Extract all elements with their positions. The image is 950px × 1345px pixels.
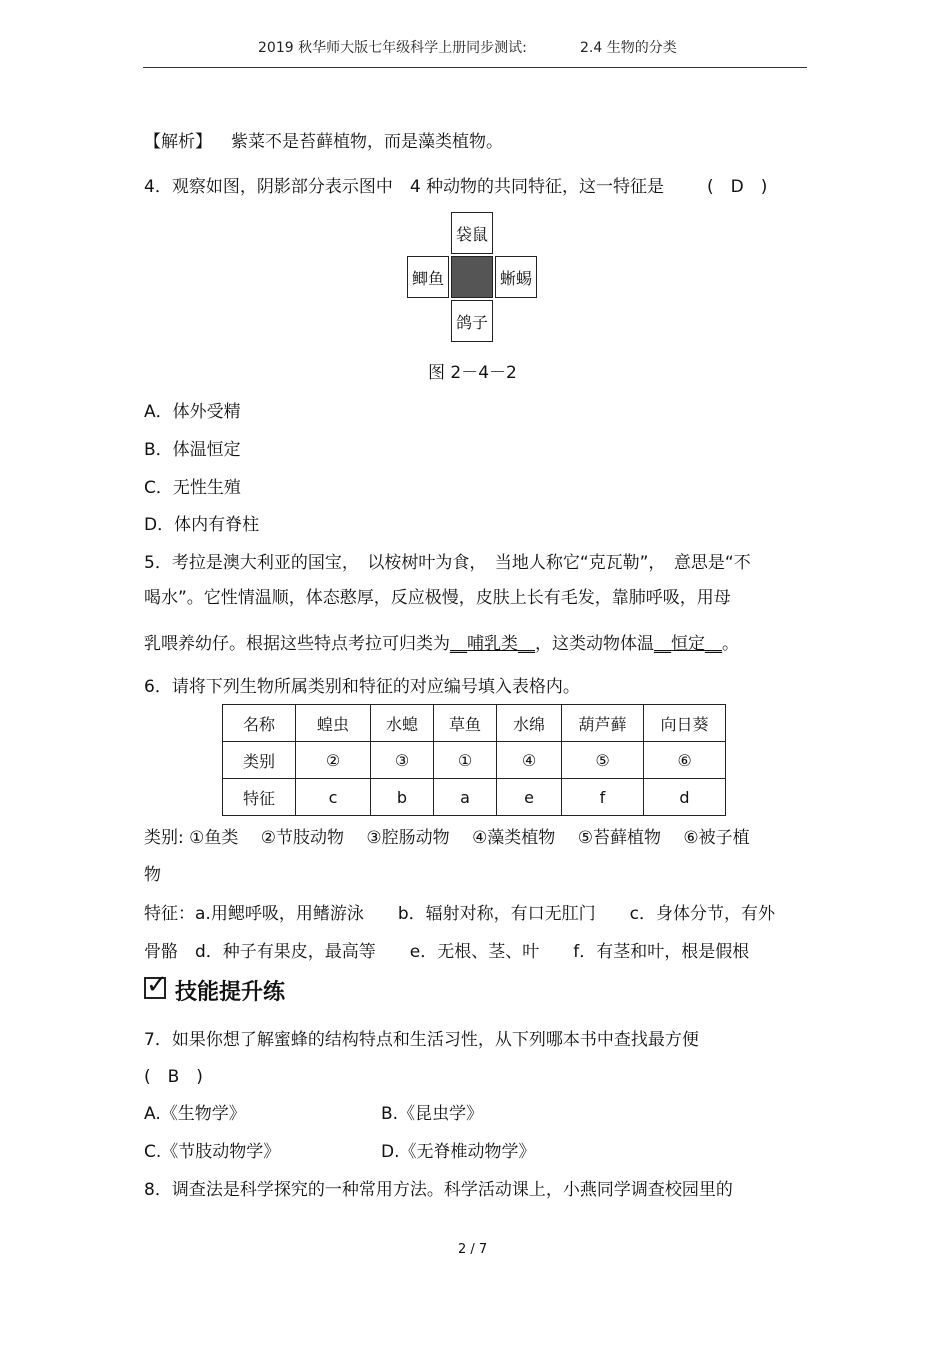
q5-line3-pre: 乳喂养幼仔。根据这些特点考拉可归类为 — [144, 634, 450, 654]
table-cell: 水螅 — [371, 705, 434, 742]
header-section: 2.4 生物的分类 — [580, 40, 677, 56]
q7-answer: ( B ) — [144, 1067, 203, 1087]
q4-option-b: B．体温恒定 — [144, 440, 241, 460]
page-number: 2 / 7 — [458, 1242, 488, 1257]
figure-shaded-center — [451, 256, 493, 298]
q7-option-c: C.《节肢动物学》 — [144, 1142, 281, 1162]
q4-option-a: A．体外受精 — [144, 402, 241, 422]
table-cell: c — [296, 779, 371, 816]
table-cell: ⑤ — [562, 742, 644, 779]
q8-stem: 8．调查法是科学探究的一种常用方法。科学活动课上，小燕同学调查校园里的 — [144, 1180, 733, 1200]
q7-option-b: B.《昆虫学》 — [381, 1104, 484, 1124]
figure-cell-right: 蜥蜴 — [495, 256, 537, 298]
analysis-text: 紫菜不是苔藓植物，而是藻类植物。 — [231, 132, 503, 152]
animal-cross-figure — [407, 212, 537, 342]
q5-line3-end: 。 — [722, 634, 739, 654]
header-title: 2019 秋华师大版七年级科学上册同步测试: — [258, 40, 527, 56]
table-cell: e — [497, 779, 562, 816]
figure-cell-bottom: 鸽子 — [451, 300, 493, 342]
classification-table — [222, 704, 726, 816]
table-cell: d — [644, 779, 726, 816]
q5-blank-class: __哺乳类__ — [450, 634, 535, 654]
q6-features-line2: 骨骼 d．种子有果皮，最高等 e．无根、茎、叶 f．有茎和叶，根是假根 — [144, 942, 750, 962]
table-cell: 草鱼 — [434, 705, 497, 742]
checkmark-icon: ✓ — [146, 970, 168, 1000]
table-cell: ① — [434, 742, 497, 779]
q5-line1: 5．考拉是澳大利亚的国宝， 以桉树叶为食， 当地人称它“克瓦勒”， 意思是“不 — [144, 553, 751, 573]
table-cell: 水绵 — [497, 705, 562, 742]
table-cell: ② — [296, 742, 371, 779]
q6-features-line1: 特征：a.用鳃呼吸，用鳍游泳 b．辐射对称，有口无肛门 c．身体分节，有外 — [144, 904, 775, 924]
header-rule — [143, 67, 807, 68]
q6-categories-line1: 类别: ①鱼类 ②节肢动物 ③腔肠动物 ④藻类植物 ⑤苔藓植物 ⑥被子植 — [144, 828, 750, 848]
table-cell: b — [371, 779, 434, 816]
table-cell: ⑥ — [644, 742, 726, 779]
table-cell: f — [562, 779, 644, 816]
table-cell: 名称 — [223, 705, 296, 742]
q7-option-d: D.《无脊椎动物学》 — [381, 1142, 536, 1162]
figure-cell-left: 鲫鱼 — [407, 256, 449, 298]
table-row — [223, 779, 726, 816]
table-cell: 类别 — [223, 742, 296, 779]
table-cell: a — [434, 779, 497, 816]
q4-answer: ( D ) — [707, 177, 768, 197]
q5-line2: 喝水”。它性情温顺，体态憨厚，反应极慢，皮肤上长有毛发，靠肺呼吸，用母 — [144, 588, 731, 608]
table-cell: 特征 — [223, 779, 296, 816]
table-cell: 向日葵 — [644, 705, 726, 742]
q7-option-a: A.《生物学》 — [144, 1104, 246, 1124]
q6-stem: 6．请将下列生物所属类别和特征的对应编号填入表格内。 — [144, 677, 580, 697]
analysis-label: 【解析】 — [144, 132, 212, 152]
q4-stem: 4．观察如图，阴影部分表示图中 4 种动物的共同特征，这一特征是 — [144, 177, 665, 197]
section-heading: 技能提升练 — [175, 980, 286, 1005]
q5-line3-mid: ，这类动物体温 — [535, 634, 654, 654]
q4-option-d: D．体内有脊柱 — [144, 515, 260, 535]
table-row-header — [223, 705, 726, 742]
table-cell: 葫芦藓 — [562, 705, 644, 742]
q4-option-c: C．无性生殖 — [144, 478, 241, 498]
q7-stem: 7．如果你想了解蜜蜂的结构特点和生活习性，从下列哪本书中查找最方便 — [144, 1030, 699, 1050]
table-cell: ④ — [497, 742, 562, 779]
figure-cell-top: 袋鼠 — [451, 212, 493, 254]
q5-blank-temp: __恒定__ — [654, 634, 722, 654]
table-cell: ③ — [371, 742, 434, 779]
table-cell: 蝗虫 — [296, 705, 371, 742]
table-row — [223, 742, 726, 779]
figure-caption: 图 2－4－2 — [428, 363, 517, 383]
q6-categories-line2: 物 — [144, 865, 161, 885]
q5-line3 — [144, 633, 739, 655]
